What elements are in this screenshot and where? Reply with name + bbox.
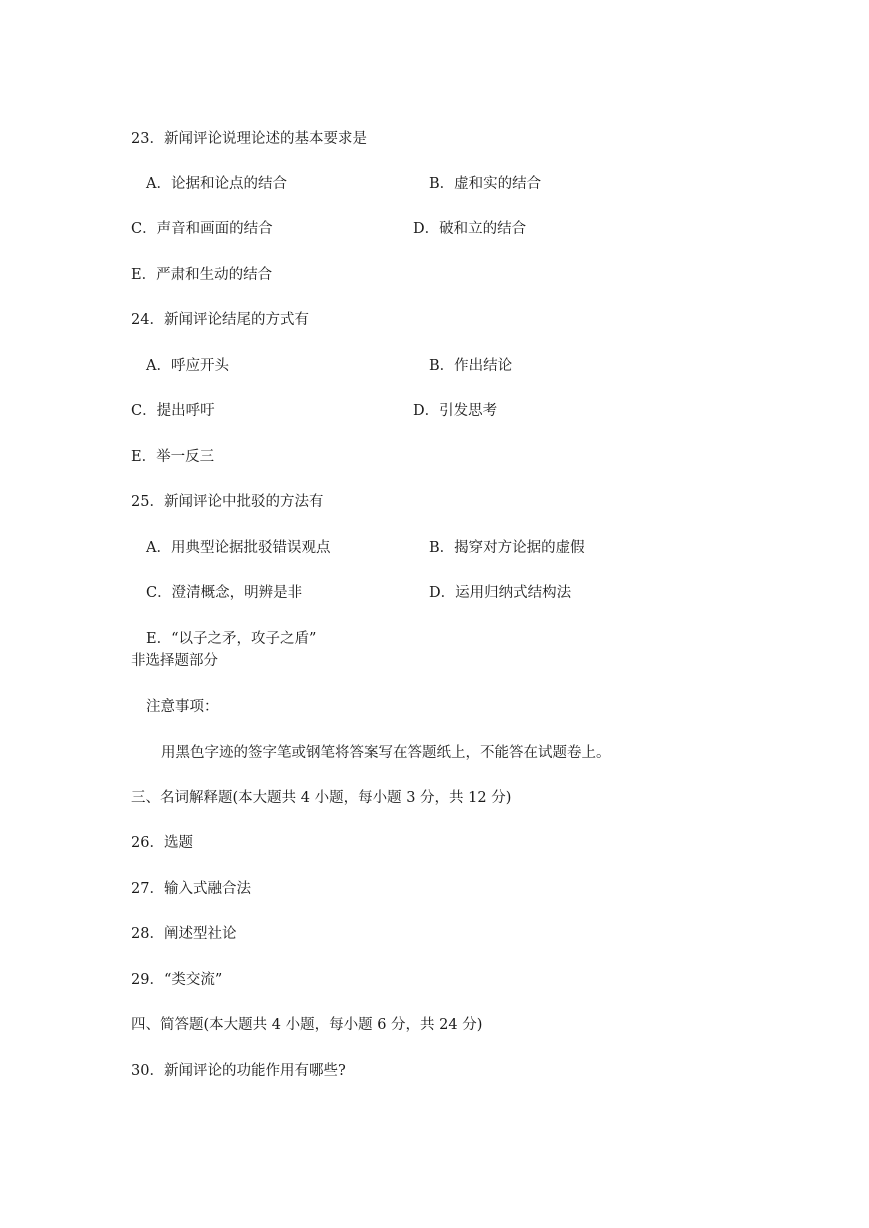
question-24-option-c: C．提出呼吁: [131, 403, 215, 419]
question-25-option-e: E．“以子之矛，攻子之盾”: [146, 631, 317, 647]
question-29: 29．“类交流”: [131, 972, 223, 988]
question-24-option-a: A．呼应开头: [146, 358, 229, 374]
question-24-option-e: E．举一反三: [131, 449, 215, 465]
notice-label: 注意事项：: [146, 699, 219, 715]
question-23-stem: 23．新闻评论说理论述的基本要求是: [131, 131, 367, 147]
question-25-option-d: D．运用归纳式结构法: [429, 585, 572, 601]
question-23-option-e: E．严肃和生动的结合: [131, 267, 273, 283]
question-24-stem: 24．新闻评论结尾的方式有: [131, 312, 309, 328]
question-23-option-d: D．破和立的结合: [413, 221, 527, 237]
question-25-option-b: B．揭穿对方论据的虚假: [429, 540, 585, 556]
question-25-stem: 25．新闻评论中批驳的方法有: [131, 494, 324, 510]
question-23-option-b: B．虚和实的结合: [429, 176, 542, 192]
question-24-option-d: D．引发思考: [413, 403, 498, 419]
question-25-option-c: C．澄清概念，明辨是非: [146, 585, 303, 601]
question-26: 26．选题: [131, 835, 193, 851]
question-23-option-c: C．声音和画面的结合: [131, 221, 273, 237]
section-3-title: 三、名词解释题(本大题共 4 小题，每小题 3 分，共 12 分): [131, 790, 512, 806]
section-4-title: 四、简答题(本大题共 4 小题，每小题 6 分，共 24 分): [131, 1017, 483, 1033]
question-30: 30．新闻评论的功能作用有哪些?: [131, 1063, 346, 1079]
question-23-option-a: A．论据和论点的结合: [146, 176, 287, 192]
question-28: 28．阐述型社论: [131, 926, 237, 942]
question-27: 27．输入式融合法: [131, 881, 251, 897]
notice-text: 用黑色字迹的签字笔或钢笔将答案写在答题纸上，不能答在试题卷上。: [161, 745, 611, 761]
part-title: 非选择题部分: [131, 653, 218, 669]
question-25-option-a: A．用典型论据批驳错误观点: [146, 540, 331, 556]
question-24-option-b: B．作出结论: [429, 358, 513, 374]
